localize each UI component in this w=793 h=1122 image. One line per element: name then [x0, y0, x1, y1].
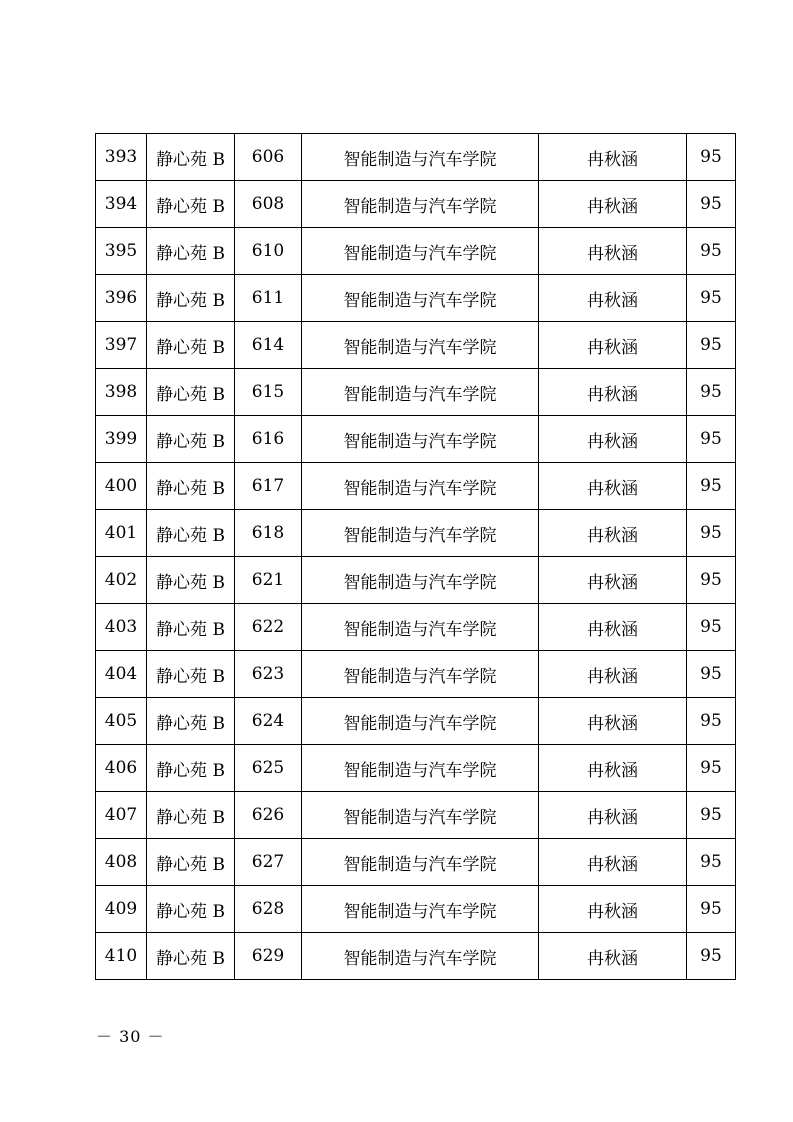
college-cell: 智能制造与汽车学院 [302, 463, 539, 510]
room-number-cell: 614 [235, 322, 302, 369]
row-number-cell: 401 [96, 510, 147, 557]
room-number-cell: 629 [235, 933, 302, 980]
row-number-cell: 400 [96, 463, 147, 510]
score-cell: 95 [687, 322, 736, 369]
row-number-cell: 399 [96, 416, 147, 463]
person-name-cell: 冉秋涵 [539, 698, 687, 745]
row-number-cell: 405 [96, 698, 147, 745]
building-cell: 静心苑 B [147, 698, 235, 745]
building-cell: 静心苑 B [147, 792, 235, 839]
person-name-cell: 冉秋涵 [539, 839, 687, 886]
person-name-cell: 冉秋涵 [539, 181, 687, 228]
row-number-cell: 396 [96, 275, 147, 322]
person-name-cell: 冉秋涵 [539, 745, 687, 792]
college-cell: 智能制造与汽车学院 [302, 275, 539, 322]
room-number-cell: 621 [235, 557, 302, 604]
score-cell: 95 [687, 181, 736, 228]
person-name-cell: 冉秋涵 [539, 228, 687, 275]
person-name-cell: 冉秋涵 [539, 416, 687, 463]
building-cell: 静心苑 B [147, 651, 235, 698]
table-row [96, 228, 736, 275]
person-name-cell: 冉秋涵 [539, 322, 687, 369]
building-cell: 静心苑 B [147, 369, 235, 416]
building-cell: 静心苑 B [147, 839, 235, 886]
row-number-cell: 408 [96, 839, 147, 886]
row-number-cell: 410 [96, 933, 147, 980]
building-cell: 静心苑 B [147, 557, 235, 604]
building-cell: 静心苑 B [147, 322, 235, 369]
building-cell: 静心苑 B [147, 886, 235, 933]
room-number-cell: 616 [235, 416, 302, 463]
college-cell: 智能制造与汽车学院 [302, 886, 539, 933]
row-number-cell: 404 [96, 651, 147, 698]
college-cell: 智能制造与汽车学院 [302, 698, 539, 745]
table-row [96, 698, 736, 745]
table-row [96, 557, 736, 604]
score-cell: 95 [687, 275, 736, 322]
score-cell: 95 [687, 510, 736, 557]
table-row [96, 463, 736, 510]
college-cell: 智能制造与汽车学院 [302, 181, 539, 228]
score-cell: 95 [687, 933, 736, 980]
room-number-cell: 628 [235, 886, 302, 933]
college-cell: 智能制造与汽车学院 [302, 933, 539, 980]
building-cell: 静心苑 B [147, 134, 235, 181]
score-cell: 95 [687, 792, 736, 839]
person-name-cell: 冉秋涵 [539, 134, 687, 181]
college-cell: 智能制造与汽车学院 [302, 792, 539, 839]
room-number-cell: 626 [235, 792, 302, 839]
college-cell: 智能制造与汽车学院 [302, 416, 539, 463]
table-row [96, 275, 736, 322]
row-number-cell: 397 [96, 322, 147, 369]
score-cell: 95 [687, 839, 736, 886]
table-row [96, 839, 736, 886]
table-row [96, 933, 736, 980]
score-cell: 95 [687, 463, 736, 510]
score-cell: 95 [687, 416, 736, 463]
row-number-cell: 406 [96, 745, 147, 792]
table-row [96, 792, 736, 839]
room-number-cell: 622 [235, 604, 302, 651]
building-cell: 静心苑 B [147, 416, 235, 463]
college-cell: 智能制造与汽车学院 [302, 369, 539, 416]
building-cell: 静心苑 B [147, 510, 235, 557]
building-cell: 静心苑 B [147, 181, 235, 228]
row-number-cell: 395 [96, 228, 147, 275]
score-cell: 95 [687, 557, 736, 604]
room-number-cell: 618 [235, 510, 302, 557]
college-cell: 智能制造与汽车学院 [302, 134, 539, 181]
person-name-cell: 冉秋涵 [539, 792, 687, 839]
row-number-cell: 403 [96, 604, 147, 651]
room-number-cell: 623 [235, 651, 302, 698]
score-cell: 95 [687, 604, 736, 651]
row-number-cell: 394 [96, 181, 147, 228]
table-row [96, 369, 736, 416]
person-name-cell: 冉秋涵 [539, 369, 687, 416]
college-cell: 智能制造与汽车学院 [302, 839, 539, 886]
person-name-cell: 冉秋涵 [539, 651, 687, 698]
room-number-cell: 617 [235, 463, 302, 510]
score-cell: 95 [687, 228, 736, 275]
row-number-cell: 409 [96, 886, 147, 933]
table-row [96, 886, 736, 933]
person-name-cell: 冉秋涵 [539, 933, 687, 980]
building-cell: 静心苑 B [147, 275, 235, 322]
college-cell: 智能制造与汽车学院 [302, 510, 539, 557]
table-row [96, 510, 736, 557]
college-cell: 智能制造与汽车学院 [302, 651, 539, 698]
dorm-inspection-table [95, 133, 736, 980]
person-name-cell: 冉秋涵 [539, 510, 687, 557]
score-cell: 95 [687, 886, 736, 933]
table-row [96, 134, 736, 181]
score-cell: 95 [687, 134, 736, 181]
row-number-cell: 393 [96, 134, 147, 181]
room-number-cell: 615 [235, 369, 302, 416]
table-row [96, 322, 736, 369]
person-name-cell: 冉秋涵 [539, 557, 687, 604]
table-row [96, 416, 736, 463]
college-cell: 智能制造与汽车学院 [302, 745, 539, 792]
building-cell: 静心苑 B [147, 745, 235, 792]
score-cell: 95 [687, 651, 736, 698]
table-row [96, 604, 736, 651]
building-cell: 静心苑 B [147, 933, 235, 980]
row-number-cell: 398 [96, 369, 147, 416]
person-name-cell: 冉秋涵 [539, 463, 687, 510]
person-name-cell: 冉秋涵 [539, 275, 687, 322]
person-name-cell: 冉秋涵 [539, 604, 687, 651]
row-number-cell: 402 [96, 557, 147, 604]
room-number-cell: 608 [235, 181, 302, 228]
person-name-cell: 冉秋涵 [539, 886, 687, 933]
building-cell: 静心苑 B [147, 228, 235, 275]
page-number: － 30 － [96, 1027, 165, 1046]
room-number-cell: 611 [235, 275, 302, 322]
college-cell: 智能制造与汽车学院 [302, 604, 539, 651]
building-cell: 静心苑 B [147, 463, 235, 510]
score-cell: 95 [687, 745, 736, 792]
building-cell: 静心苑 B [147, 604, 235, 651]
room-number-cell: 627 [235, 839, 302, 886]
room-number-cell: 625 [235, 745, 302, 792]
room-number-cell: 624 [235, 698, 302, 745]
college-cell: 智能制造与汽车学院 [302, 557, 539, 604]
table-row [96, 651, 736, 698]
row-number-cell: 407 [96, 792, 147, 839]
table-row [96, 745, 736, 792]
college-cell: 智能制造与汽车学院 [302, 322, 539, 369]
score-cell: 95 [687, 369, 736, 416]
table-row [96, 181, 736, 228]
table-body [96, 134, 736, 980]
college-cell: 智能制造与汽车学院 [302, 228, 539, 275]
room-number-cell: 610 [235, 228, 302, 275]
score-cell: 95 [687, 698, 736, 745]
room-number-cell: 606 [235, 134, 302, 181]
